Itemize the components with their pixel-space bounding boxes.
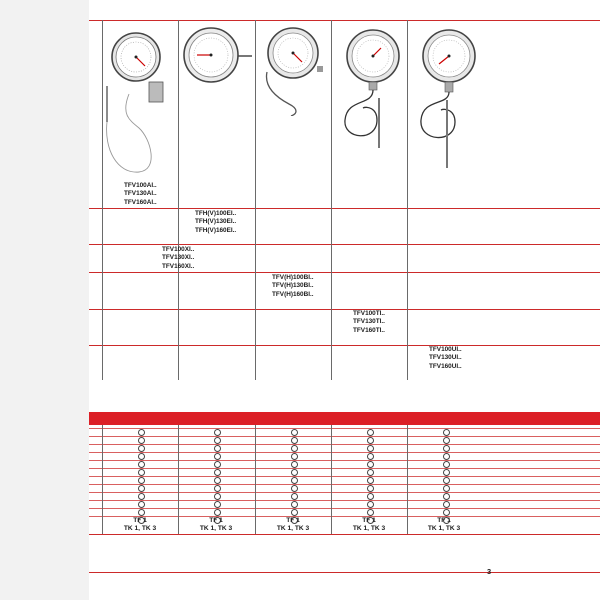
- option-circle-icon: [367, 453, 374, 460]
- model-label: TFV100XI..: [162, 246, 195, 253]
- footer-code: TF 1: [209, 517, 223, 524]
- option-circle-icon: [367, 429, 374, 436]
- option-circle-icon: [214, 485, 221, 492]
- column-footer: [332, 517, 406, 533]
- option-circle-icon: [291, 469, 298, 476]
- model-label: TFH(V)100EI..: [195, 210, 237, 217]
- option-circle-icon: [214, 437, 221, 444]
- model-label: TFV130UI..: [429, 354, 462, 362]
- model-label: TFV160XI..: [162, 262, 195, 270]
- option-circle-icon: [138, 437, 145, 444]
- row-divider: [89, 444, 600, 445]
- row-divider: [89, 500, 600, 501]
- option-circle-icon: [138, 429, 145, 436]
- model-label: TFV130XI..: [162, 254, 195, 262]
- option-circle-icon: [443, 485, 450, 492]
- model-list-u: [429, 346, 462, 371]
- option-circle-icon: [443, 501, 450, 508]
- row-divider: [89, 309, 600, 310]
- option-circle-icon: [214, 453, 221, 460]
- option-circle-icon: [291, 429, 298, 436]
- option-circle-icon: [138, 445, 145, 452]
- row-divider: [89, 345, 600, 346]
- option-circle-icon: [291, 485, 298, 492]
- row-divider: [89, 208, 600, 209]
- row-divider: [89, 428, 600, 429]
- model-list-t: [353, 310, 385, 335]
- column-footer: [179, 517, 253, 533]
- footer-code: TK 1, TK 3: [276, 525, 310, 532]
- column-divider: [407, 20, 408, 380]
- row-divider: [89, 476, 600, 477]
- option-circle-icon: [367, 461, 374, 468]
- option-circle-icon: [367, 485, 374, 492]
- row-divider: [89, 508, 600, 509]
- column-footer: [256, 517, 330, 533]
- option-circle-icon: [443, 445, 450, 452]
- option-circle-icon: [138, 485, 145, 492]
- footer-code: TF 1: [133, 517, 147, 524]
- page-number: 3: [487, 567, 492, 576]
- row-divider: [89, 492, 600, 493]
- model-label: TFV100AI..: [124, 182, 157, 189]
- row-divider: [89, 484, 600, 485]
- option-circle-icon: [367, 501, 374, 508]
- column-footer: [103, 517, 177, 533]
- option-circle-icon: [138, 461, 145, 468]
- option-circle-icon: [138, 453, 145, 460]
- catalog-page: [89, 0, 600, 600]
- option-circle-icon: [367, 445, 374, 452]
- model-label: TFV160TI..: [353, 326, 385, 334]
- row-divider: [89, 452, 600, 453]
- option-circle-icon: [443, 477, 450, 484]
- option-circle-icon: [291, 445, 298, 452]
- option-circle-icon: [443, 429, 450, 436]
- option-circle-icon: [214, 429, 221, 436]
- row-divider: [89, 460, 600, 461]
- option-circle-icon: [214, 509, 221, 516]
- model-label: TFV130TI..: [353, 318, 385, 326]
- footer-code: TK 1, TK 3: [123, 525, 157, 532]
- option-circle-icon: [214, 461, 221, 468]
- option-circle-icon: [214, 477, 221, 484]
- footer-code: TF 1: [286, 517, 300, 524]
- model-label: TFV(H)130BI..: [272, 282, 314, 290]
- option-circle-icon: [291, 477, 298, 484]
- model-label: TFV160AI..: [124, 198, 157, 206]
- model-label: TFV(H)160BI..: [272, 290, 314, 298]
- option-circle-icon: [214, 469, 221, 476]
- model-label: TFV100UI..: [429, 346, 462, 353]
- option-circle-icon: [214, 445, 221, 452]
- footer-code: TF 1: [362, 517, 376, 524]
- model-label: TFV160UI..: [429, 362, 462, 370]
- flange-capillary-gauge-icon: [337, 28, 407, 178]
- threaded-capillary-gauge-icon: [415, 28, 487, 183]
- option-circle-icon: [367, 437, 374, 444]
- section-band: [89, 412, 600, 425]
- option-circle-icon: [291, 509, 298, 516]
- row-divider: [89, 272, 600, 273]
- option-circle-icon: [443, 509, 450, 516]
- option-circle-icon: [367, 493, 374, 500]
- column-divider: [331, 20, 332, 380]
- option-circle-icon: [291, 493, 298, 500]
- model-list-x: [162, 246, 194, 271]
- model-list-b: [272, 274, 314, 299]
- column-footer: [407, 517, 481, 533]
- model-label: TFV100TI..: [353, 310, 385, 317]
- option-circle-icon: [443, 493, 450, 500]
- row-divider: [89, 20, 600, 21]
- footer-code: TK 1, TK 3: [427, 525, 461, 532]
- option-circle-icon: [443, 453, 450, 460]
- row-divider: [89, 436, 600, 437]
- rigid-stem-gauge-icon: [181, 26, 253, 86]
- row-divider: [89, 468, 600, 469]
- option-circle-icon: [367, 469, 374, 476]
- option-circle-icon: [291, 453, 298, 460]
- option-circle-icon: [291, 501, 298, 508]
- model-list-a: [124, 182, 157, 207]
- cable-capillary-gauge-icon: [259, 26, 331, 116]
- model-label: TFV130AI..: [124, 190, 157, 198]
- column-divider: [255, 20, 256, 380]
- option-circle-icon: [214, 493, 221, 500]
- model-label: TFH(V)160EI..: [195, 226, 237, 234]
- footer-code: TF 1: [437, 517, 451, 524]
- option-circle-icon: [138, 469, 145, 476]
- capillary-rear-bracket-gauge-icon: [99, 24, 179, 199]
- option-circle-icon: [367, 509, 374, 516]
- model-label: TFH(V)130EI..: [195, 218, 237, 226]
- option-circle-icon: [291, 461, 298, 468]
- row-divider: [89, 244, 600, 245]
- footer-code: TK 1, TK 3: [352, 525, 386, 532]
- option-circle-icon: [214, 501, 221, 508]
- option-circle-icon: [138, 477, 145, 484]
- footer-code: TK 1, TK 3: [199, 525, 233, 532]
- model-list-e: [195, 210, 236, 235]
- option-circle-icon: [367, 477, 374, 484]
- option-circle-icon: [138, 493, 145, 500]
- page-footer-rule: [89, 572, 600, 573]
- model-label: TFV(H)100BI..: [272, 274, 314, 281]
- row-divider: [89, 534, 600, 535]
- option-circle-icon: [443, 437, 450, 444]
- option-circle-icon: [291, 437, 298, 444]
- option-circle-icon: [138, 501, 145, 508]
- option-circle-icon: [138, 509, 145, 516]
- option-circle-icon: [443, 461, 450, 468]
- option-circle-icon: [443, 469, 450, 476]
